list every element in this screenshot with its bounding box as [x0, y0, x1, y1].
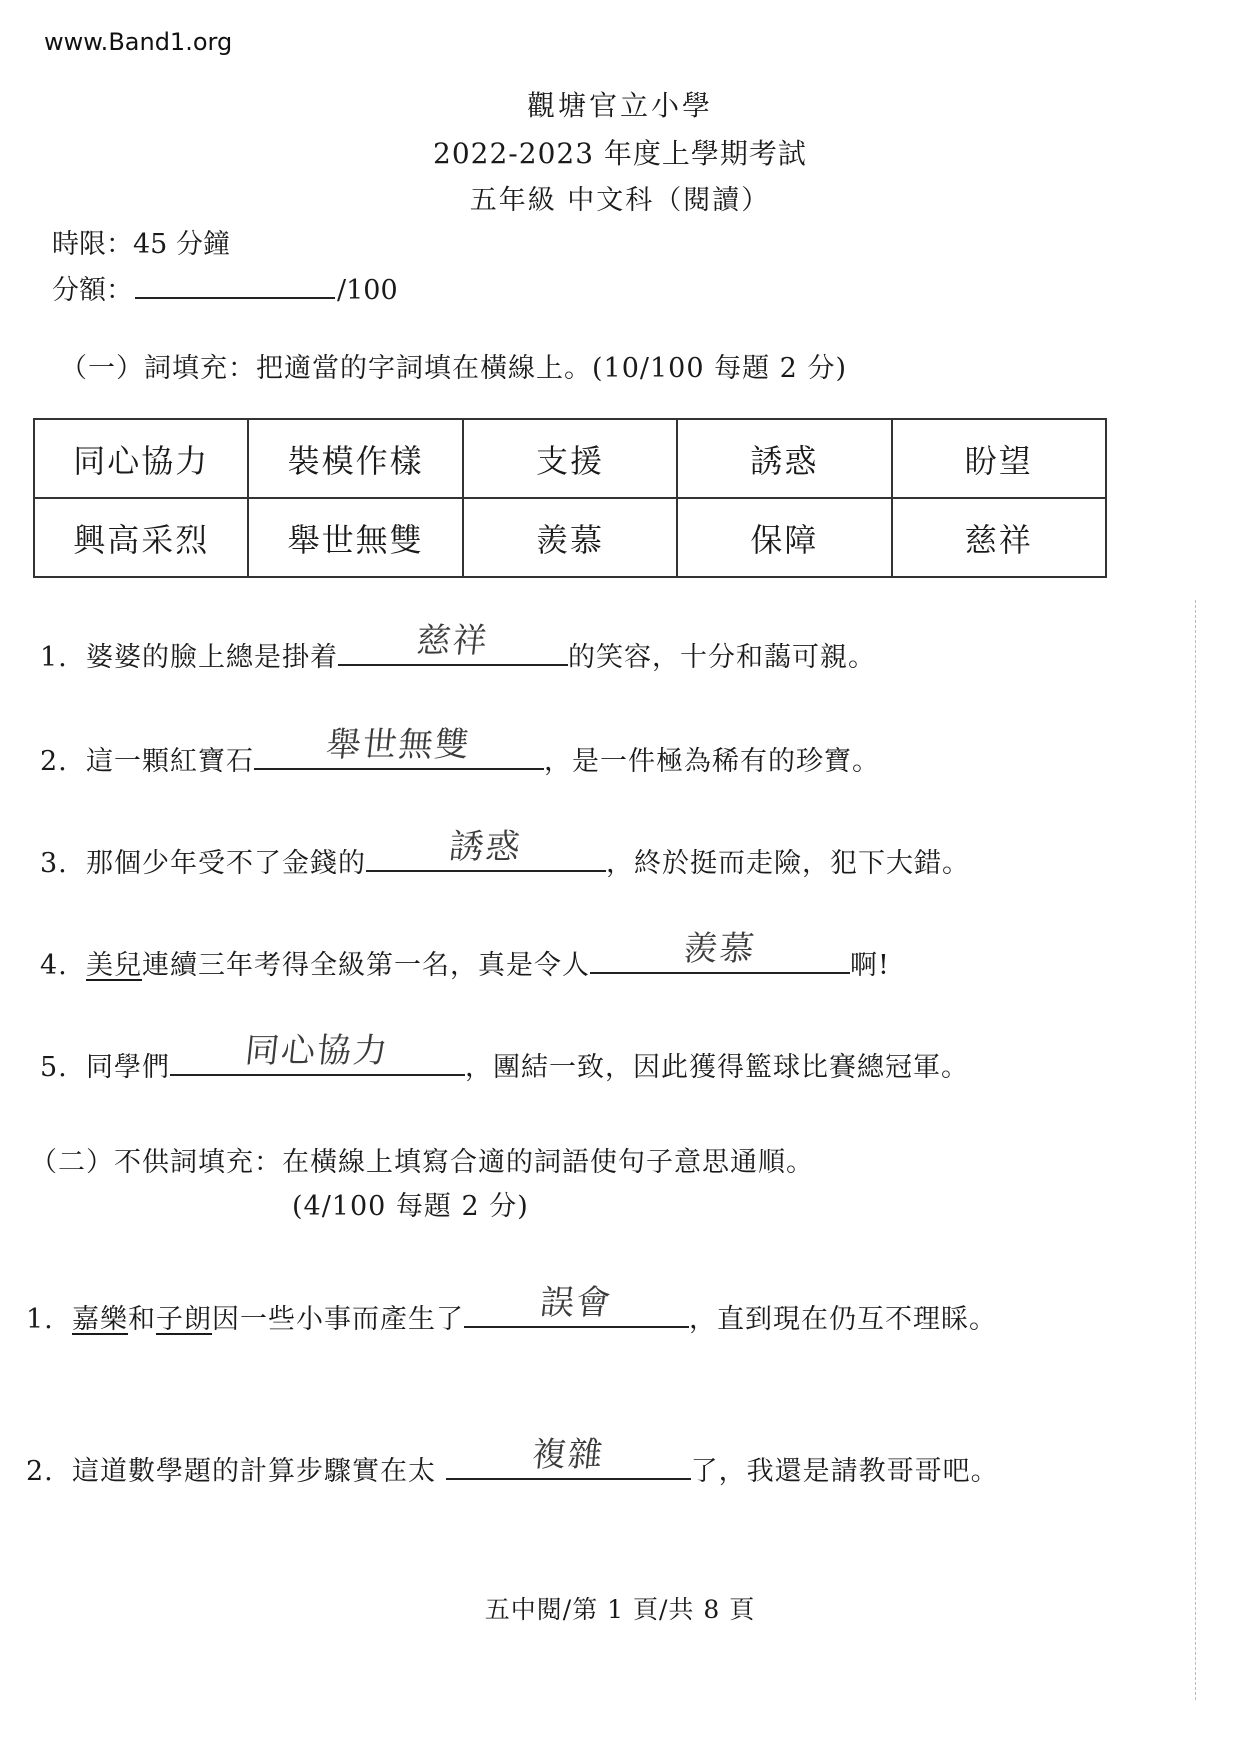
score-total: /100 — [337, 275, 398, 306]
word-bank-cell: 舉世無雙 — [248, 498, 462, 577]
section2-title: （二）不供詞填充：在橫線上填寫合適的詞語使句子意思通順。 — [30, 1147, 814, 1178]
question-4 — [40, 929, 890, 982]
question-5 — [40, 1031, 969, 1084]
question-number: 1. — [40, 642, 68, 673]
handwritten-answer: 羨慕 — [681, 929, 758, 969]
question-text: 了，我還是請教哥哥吧。 — [690, 1456, 999, 1487]
word-bank-cell: 同心協力 — [34, 419, 248, 498]
word-bank-cell: 支援 — [463, 419, 677, 498]
score-line — [52, 268, 398, 307]
question-text: 婆婆的臉上總是掛着 — [86, 642, 338, 673]
answer-blank[interactable] — [170, 1031, 465, 1076]
question-text: ，團結一致，因此獲得籃球比賽總冠軍。 — [465, 1052, 969, 1083]
handwritten-answer: 同心協力 — [243, 1031, 392, 1071]
question-text: 同學們 — [86, 1052, 170, 1083]
question-text: 這一顆紅寶石 — [86, 746, 254, 777]
question-number: 2. — [26, 1456, 54, 1487]
question-text: 的笑容，十分和藹可親。 — [568, 642, 876, 673]
question-text: 連續三年考得全級第一名，真是令人 — [142, 950, 590, 981]
section2-question-1 — [26, 1283, 997, 1336]
question-3 — [40, 827, 970, 880]
word-bank-table — [33, 418, 1107, 578]
score-label: 分額： — [52, 275, 133, 306]
word-bank-cell: 保障 — [677, 498, 891, 577]
exam-title: 2022-2023 年度上學期考試 — [433, 137, 807, 170]
section1-title: （一）詞填充：把適當的字詞填在橫線上。(10/100 每題 2 分) — [60, 353, 847, 384]
word-bank-row — [34, 498, 1106, 577]
question-number: 2. — [40, 746, 68, 777]
person-name: 美兒 — [86, 950, 142, 981]
section2-subtitle: (4/100 每題 2 分) — [292, 1191, 529, 1222]
word-bank-cell: 裝模作樣 — [248, 419, 462, 498]
word-bank-cell: 羨慕 — [463, 498, 677, 577]
watermark: www.Band1.org — [44, 28, 233, 56]
question-number: 5. — [40, 1052, 68, 1083]
person-name: 嘉樂 — [72, 1304, 128, 1335]
handwritten-answer: 慈祥 — [414, 621, 491, 661]
answer-blank[interactable] — [446, 1435, 691, 1480]
time-limit: 時限：45 分鐘 — [52, 229, 230, 260]
person-name: 子朗 — [156, 1304, 212, 1335]
word-bank-cell: 興高采烈 — [34, 498, 248, 577]
question-text: ，直到現在仍互不理睬。 — [689, 1304, 997, 1335]
word-bank-cell: 慈祥 — [892, 498, 1106, 577]
question-text: ，是一件極為稀有的珍寶。 — [544, 746, 880, 777]
score-blank — [135, 271, 335, 299]
word-bank-cell: 盼望 — [892, 419, 1106, 498]
question-text: 這道數學題的計算步驟實在太 — [72, 1456, 446, 1487]
handwritten-answer: 誤會 — [538, 1283, 615, 1323]
question-text: 那個少年受不了金錢的 — [86, 848, 366, 879]
scan-edge — [1194, 600, 1196, 1700]
answer-blank[interactable] — [464, 1283, 689, 1328]
question-text: ，終於挺而走險，犯下大錯。 — [606, 848, 970, 879]
word-bank-row — [34, 419, 1106, 498]
question-text: 因一些小事而產生了 — [212, 1304, 464, 1335]
school-name: 觀塘官立小學 — [526, 89, 713, 122]
question-number: 3. — [40, 848, 68, 879]
answer-blank[interactable] — [254, 725, 544, 770]
question-1 — [40, 621, 876, 674]
word-bank-cell: 誘惑 — [677, 419, 891, 498]
answer-blank[interactable] — [338, 621, 568, 666]
page-footer: 五中閱/第 1 頁/共 8 頁 — [484, 1595, 756, 1624]
question-number: 4. — [40, 950, 68, 981]
section2-question-2 — [26, 1435, 999, 1488]
handwritten-answer: 誘惑 — [447, 827, 524, 867]
question-number: 1. — [26, 1304, 54, 1335]
question-text: 啊! — [850, 950, 890, 981]
handwritten-answer: 舉世無雙 — [324, 725, 473, 765]
answer-blank[interactable] — [590, 929, 850, 974]
answer-blank[interactable] — [366, 827, 606, 872]
subject-title: 五年級 中文科（閱讀） — [469, 185, 771, 216]
handwritten-answer: 複雜 — [529, 1435, 606, 1475]
question-text: 和 — [128, 1304, 156, 1335]
question-2 — [40, 725, 880, 778]
